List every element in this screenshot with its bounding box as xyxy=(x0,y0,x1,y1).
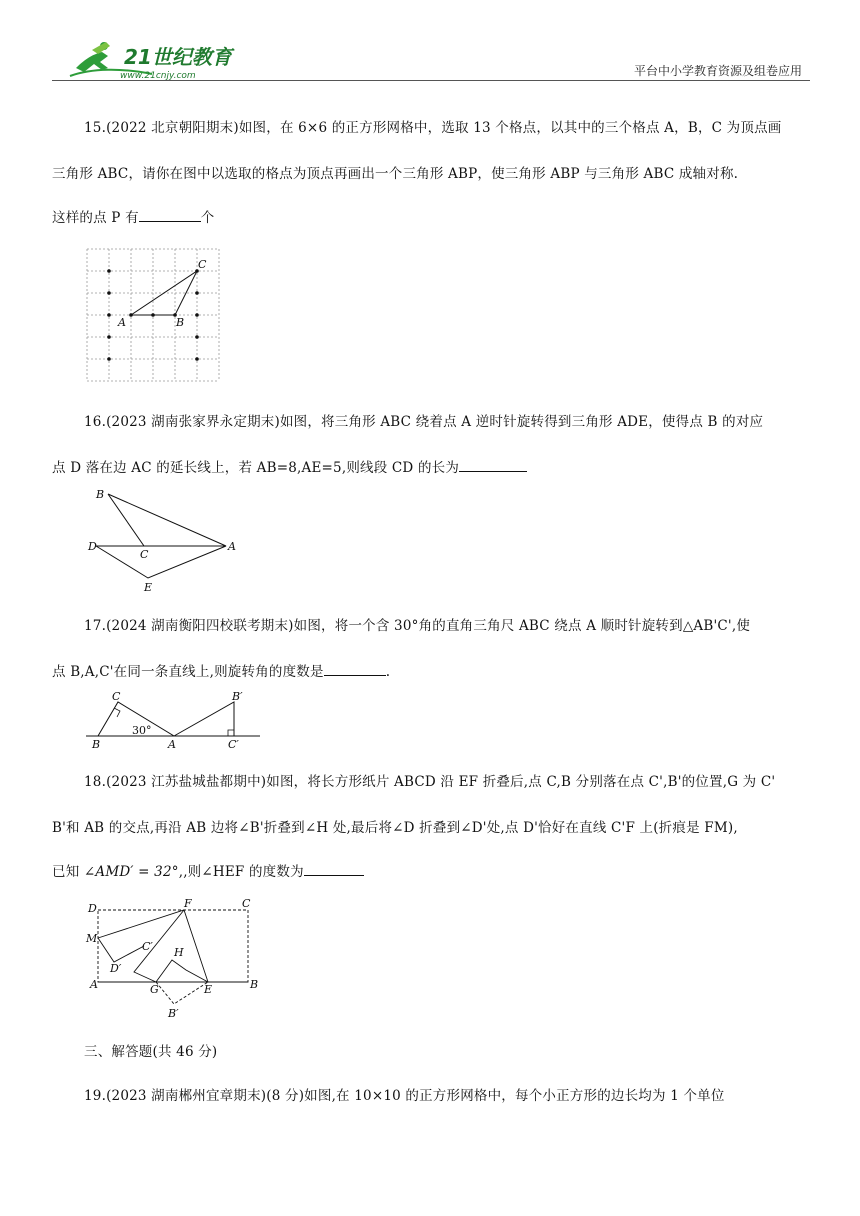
q18-label-e: E xyxy=(204,983,213,996)
q16-line2-text: 点 D 落在边 AC 的延长线上，若 AB=8,AE=5,则线段 CD 的长为 xyxy=(52,460,460,476)
q18-line3-rest: ,,则∠HEF 的度数为 xyxy=(178,864,304,880)
q16-label-c: C xyxy=(140,548,149,561)
logo-url: www.21cnjy.com xyxy=(120,71,196,80)
q15-line1: 15.(2022 北京朝阳期末)如图，在 6×6 的正方形网格中，选取 13 个格点，以其中的三个格点 A，B，C 为顶点画 xyxy=(84,120,782,136)
q18-label-h: H xyxy=(174,946,184,959)
q16-label-a: A xyxy=(228,540,236,553)
q18-label-b: B xyxy=(250,978,259,991)
q18-label-m: M xyxy=(86,932,98,945)
q18-given-angle: ∠AMD′ = 32° xyxy=(83,864,179,880)
q17-right-angle-cp xyxy=(228,730,234,736)
q17-label-b: B xyxy=(92,738,101,750)
q18-label-g: G xyxy=(150,983,159,996)
q16-label-b: B xyxy=(96,488,105,501)
header-divider xyxy=(52,80,810,81)
q15-grid-figure xyxy=(84,246,224,386)
q18-b-prime-dashed xyxy=(156,982,208,1004)
q15-line3-unit: 个 xyxy=(200,210,215,226)
q16-label-e: E xyxy=(144,581,153,594)
q18-label-a: A xyxy=(90,978,98,991)
q16-triangle-ade xyxy=(96,546,226,578)
q16-rotation-figure xyxy=(84,484,244,596)
q17-label-a: A xyxy=(168,738,176,750)
q18-d-prime-fold xyxy=(98,938,144,962)
q18-h-fold xyxy=(156,960,208,982)
q16-triangle-abc xyxy=(108,494,226,546)
q17-label-bp: B′ xyxy=(232,690,243,703)
q18-label-c: C xyxy=(242,897,251,910)
q19-line1: 19.(2023 湖南郴州宜章期末)(8 分)如图,在 10×10 的正方形网格中，每个小正方形的边长均为 1 个单位 xyxy=(84,1088,725,1104)
section-3-title: 三、解答题(共 46 分) xyxy=(84,1044,218,1060)
q18-label-bp: B′ xyxy=(168,1007,179,1020)
q17-answer-blank xyxy=(324,661,386,676)
q18-label-dp: D′ xyxy=(110,962,122,975)
q16-line1: 16.(2023 湖南张家界永定期末)如图，将三角形 ABC 绕着点 A 逆时针旋转得到三角形 ADE，使得点 B 的对应 xyxy=(84,414,764,430)
q15-label-a: A xyxy=(118,316,126,329)
q18-line1: 18.(2023 江苏盐城盐都期中)如图，将长方形纸片 ABCD 沿 EF 折叠后,点 C,B 分别落在点 C',B'的位置,G 为 C' xyxy=(84,774,776,790)
q18-line2: B'和 AB 的交点,再沿 AB 边将∠B'折叠到∠H 处,最后将∠D 折叠到∠D'处,点 D'恰好在直线 C'F 上(折痕是 FM), xyxy=(52,820,738,836)
q17-triangle-abpcp xyxy=(174,702,234,736)
q15-line3-text: 这样的点 P 有 xyxy=(52,210,139,226)
q15-line2: 三角形 ABC，请你在图中以选取的格点为顶点再画出一个三角形 ABP，使三角形 ABP 与三角形 ABC 成轴对称. xyxy=(52,166,739,182)
q16-answer-blank xyxy=(459,457,527,472)
page-header xyxy=(52,38,810,80)
q17-label-c: C xyxy=(112,690,121,703)
q18-label-d: D xyxy=(88,902,97,915)
header-slogan: 平台中小学教育资源及组卷应用 xyxy=(633,64,802,78)
q16-line2 xyxy=(52,456,527,476)
logo-text: 21世纪教育 xyxy=(124,45,232,69)
q18-label-cp: C′ xyxy=(142,940,153,953)
q17-line2-text: 点 B,A,C'在同一条直线上,则旋转角的度数是 xyxy=(52,664,324,680)
q17-line2-period: . xyxy=(385,664,391,680)
q17-angle-label: 30° xyxy=(132,724,152,737)
q17-right-angle-c xyxy=(114,708,120,717)
q17-triangle-figure xyxy=(84,688,264,750)
q18-label-f: F xyxy=(184,897,192,910)
q18-line3 xyxy=(52,860,364,880)
q18-line3-text: 已知 xyxy=(52,864,84,880)
q17-line1: 17.(2024 湖南衡阳四校联考期末)如图，将一个含 30°角的直角三角尺 ABC 绕点 A 顺时针旋转到△AB'C',使 xyxy=(84,618,751,634)
q18-fold-figure xyxy=(84,896,264,1024)
q15-line3 xyxy=(52,206,214,226)
q17-label-cp: C′ xyxy=(228,738,239,750)
q15-label-b: B xyxy=(176,316,185,329)
q17-line2 xyxy=(52,660,390,680)
q18-answer-blank xyxy=(304,861,364,876)
q15-answer-blank xyxy=(139,207,201,222)
site-logo xyxy=(62,38,242,80)
q16-label-d: D xyxy=(88,540,97,553)
q15-label-c: C xyxy=(198,258,207,271)
